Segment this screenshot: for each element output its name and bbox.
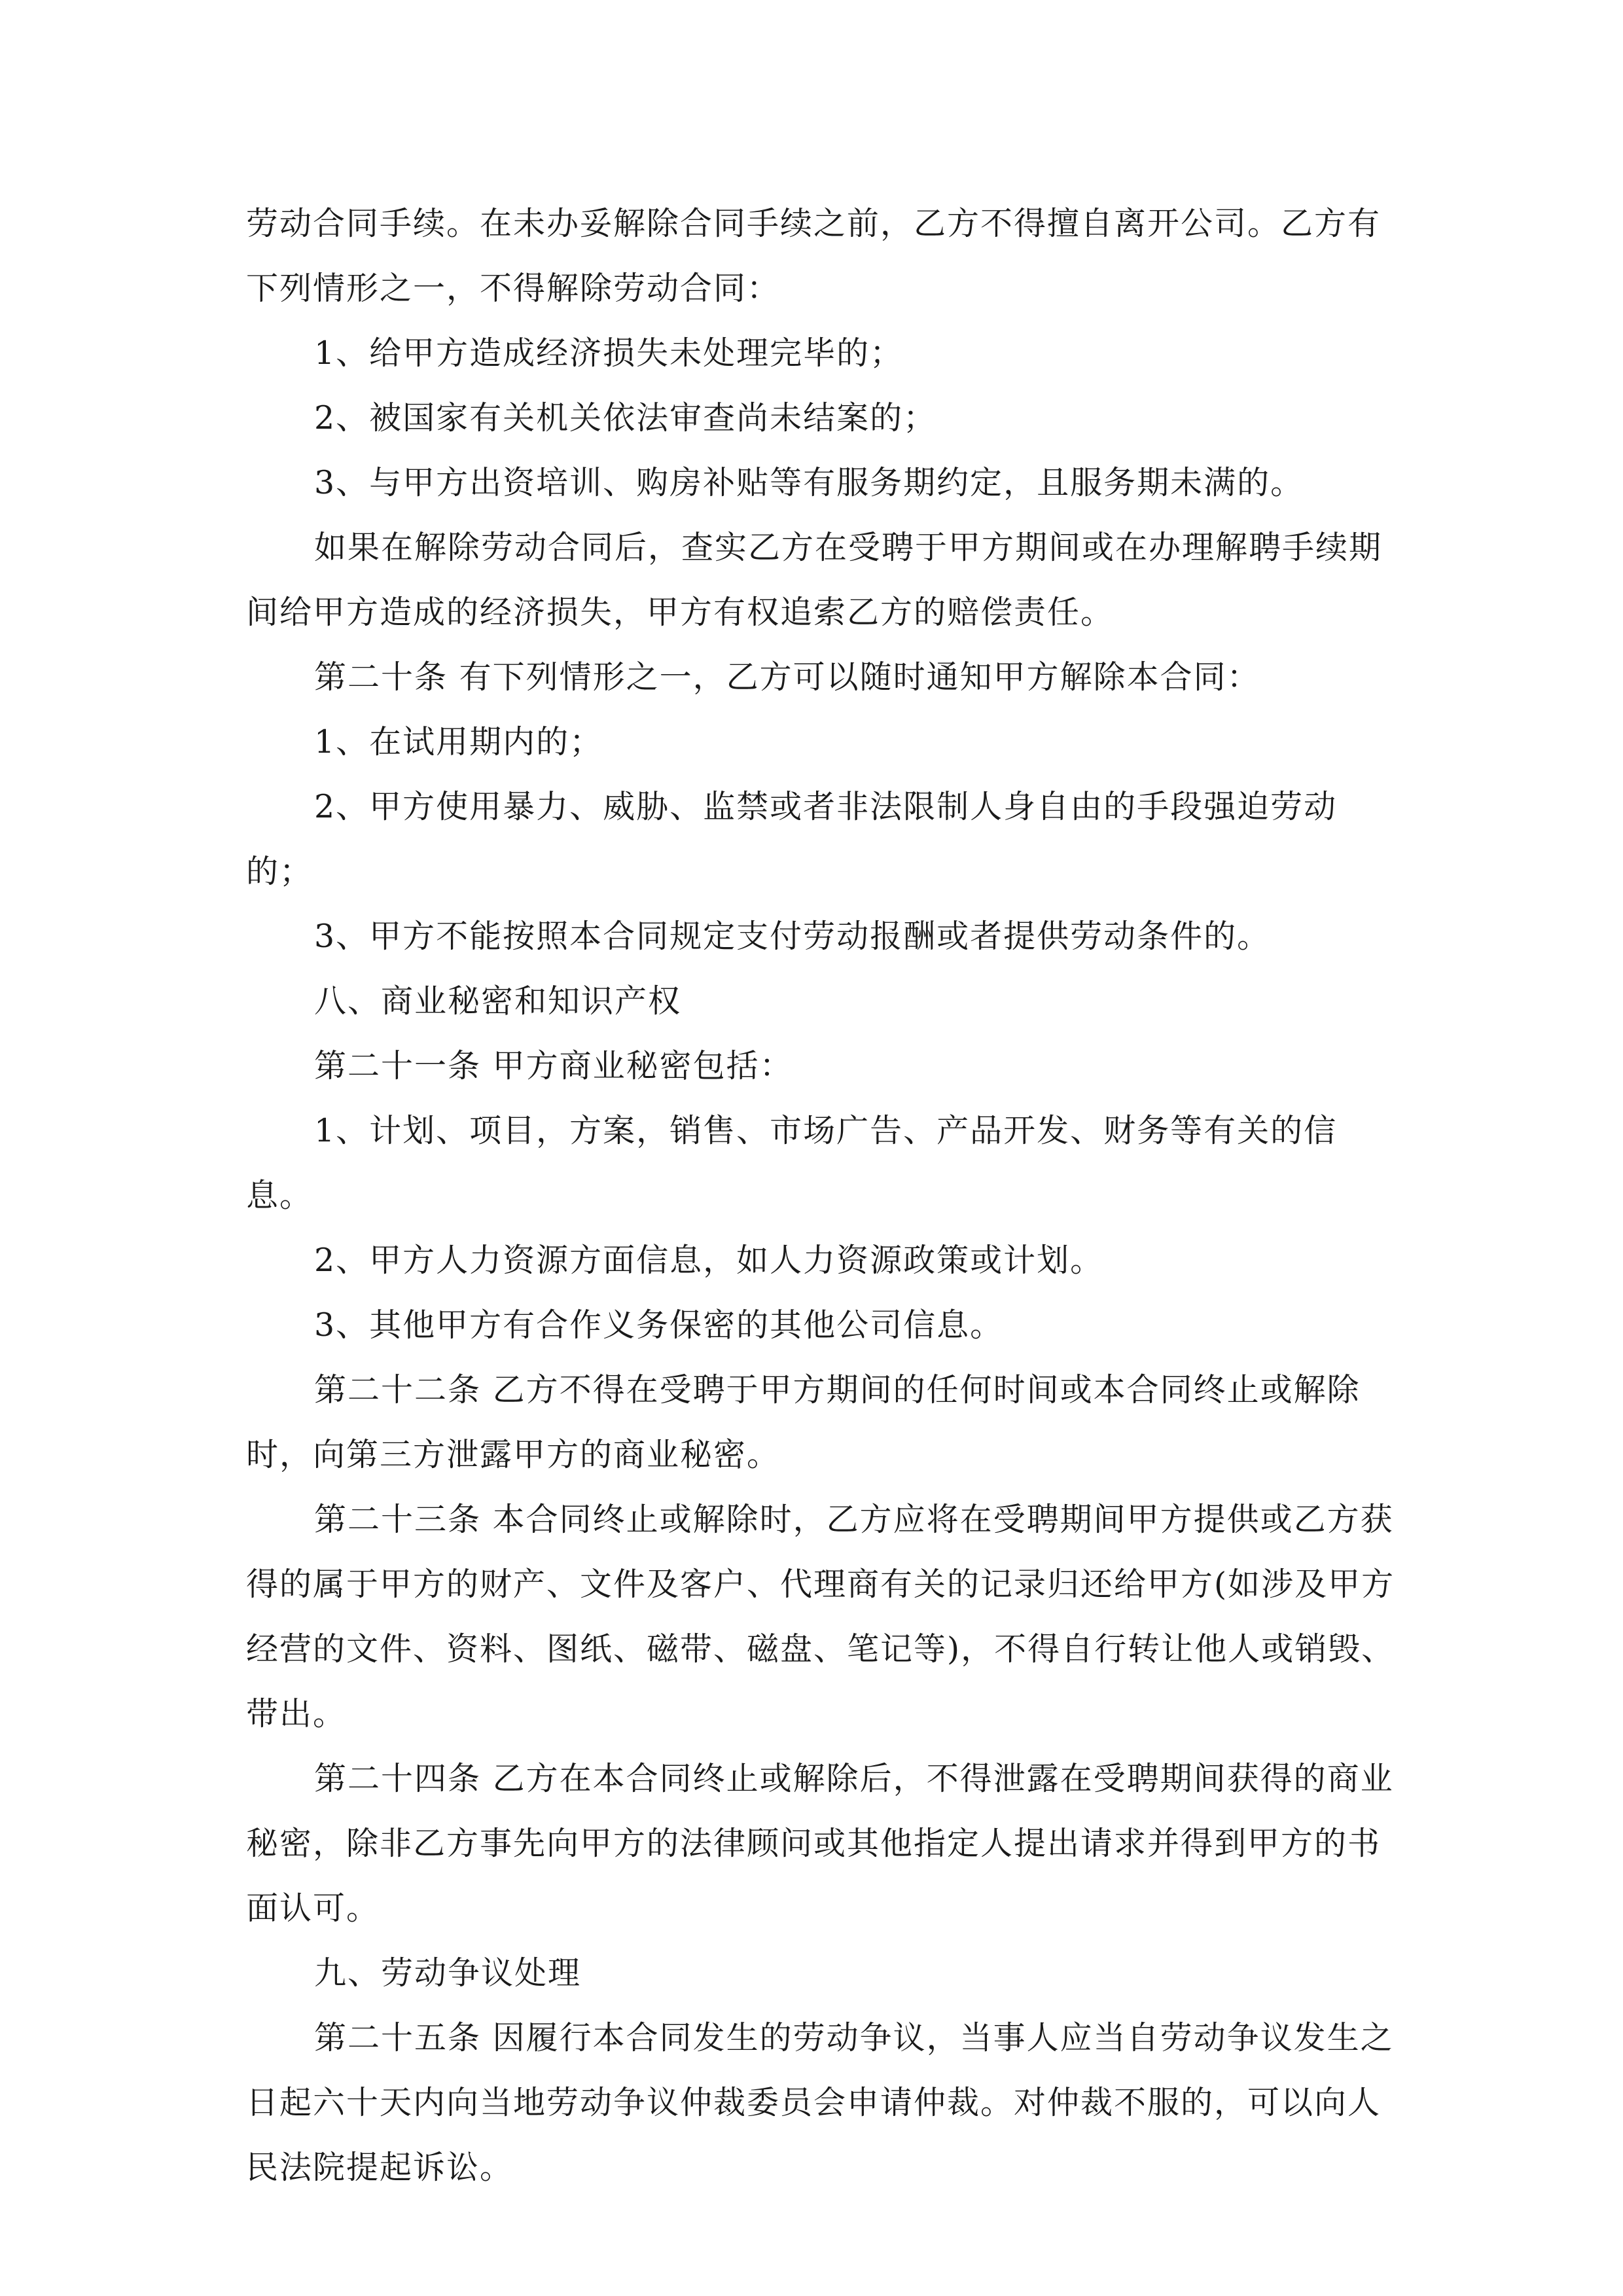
paragraph: 第二十三条 本合同终止或解除时，乙方应将在受聘期间甲方提供或乙方获得的属于甲方的财产、文件及客户、代理商有关的记录归还给甲方(如涉及甲方经营的文件、资料、图纸、磁带、磁盘、笔记等)，不得自行转让他人或销毁、带出。 <box>246 1501 1395 1732</box>
paragraph: 2、被国家有关机关依法审查尚未结案的； <box>314 399 937 437</box>
document-body <box>246 191 1398 2200</box>
section-heading: 八、商业秘密和知识产权 <box>314 982 682 1020</box>
paragraph: 3、与甲方出资培训、购房补贴等有服务期约定，且服务期未满的。 <box>314 464 1304 501</box>
paragraph: 2、甲方使用暴力、威胁、监禁或者非法限制人身自由的手段强迫劳动的； <box>246 788 1338 890</box>
paragraph: 2、甲方人力资源方面信息，如人力资源政策或计划。 <box>314 1242 1104 1279</box>
paragraph: 3、其他甲方有合作义务保密的其他公司信息。 <box>314 1306 1004 1344</box>
paragraph: 1、计划、项目，方案，销售、市场广告、产品开发、财务等有关的信息。 <box>246 1112 1338 1214</box>
article-heading: 第二十条 有下列情形之一，乙方可以随时通知甲方解除本合同： <box>314 658 1260 696</box>
paragraph: 如果在解除劳动合同后，查实乙方在受聘于甲方期间或在办理解聘手续期间给甲方造成的经济损失，甲方有权追索乙方的赔偿责任。 <box>246 529 1383 631</box>
paragraph: 第二十五条 因履行本合同发生的劳动争议，当事人应当自劳动争议发生之日起六十天内向当地劳动争议仲裁委员会申请仲裁。对仲裁不服的，可以向人民法院提起诉讼。 <box>246 2019 1394 2186</box>
paragraph: 劳动合同手续。在未办妥解除合同手续之前，乙方不得擅自离开公司。乙方有下列情形之一，不得解除劳动合同： <box>246 205 1382 307</box>
paragraph: 第二十四条 乙方在本合同终止或解除后，不得泄露在受聘期间获得的商业秘密，除非乙方事先向甲方的法律顾问或其他指定人提出请求并得到甲方的书面认可。 <box>246 1760 1394 1927</box>
section-heading: 九、劳动争议处理 <box>314 1954 582 1992</box>
article-heading: 第二十一条 甲方商业秘密包括： <box>314 1047 793 1085</box>
paragraph: 1、在试用期内的； <box>314 723 603 761</box>
paragraph: 3、甲方不能按照本合同规定支付劳动报酬或者提供劳动条件的。 <box>314 918 1271 955</box>
paragraph: 1、给甲方造成经济损失未处理完毕的； <box>314 334 904 372</box>
paragraph: 第二十二条 乙方不得在受聘于甲方期间的任何时间或本合同终止或解除时，向第三方泄露甲方的商业秘密。 <box>246 1371 1361 1473</box>
